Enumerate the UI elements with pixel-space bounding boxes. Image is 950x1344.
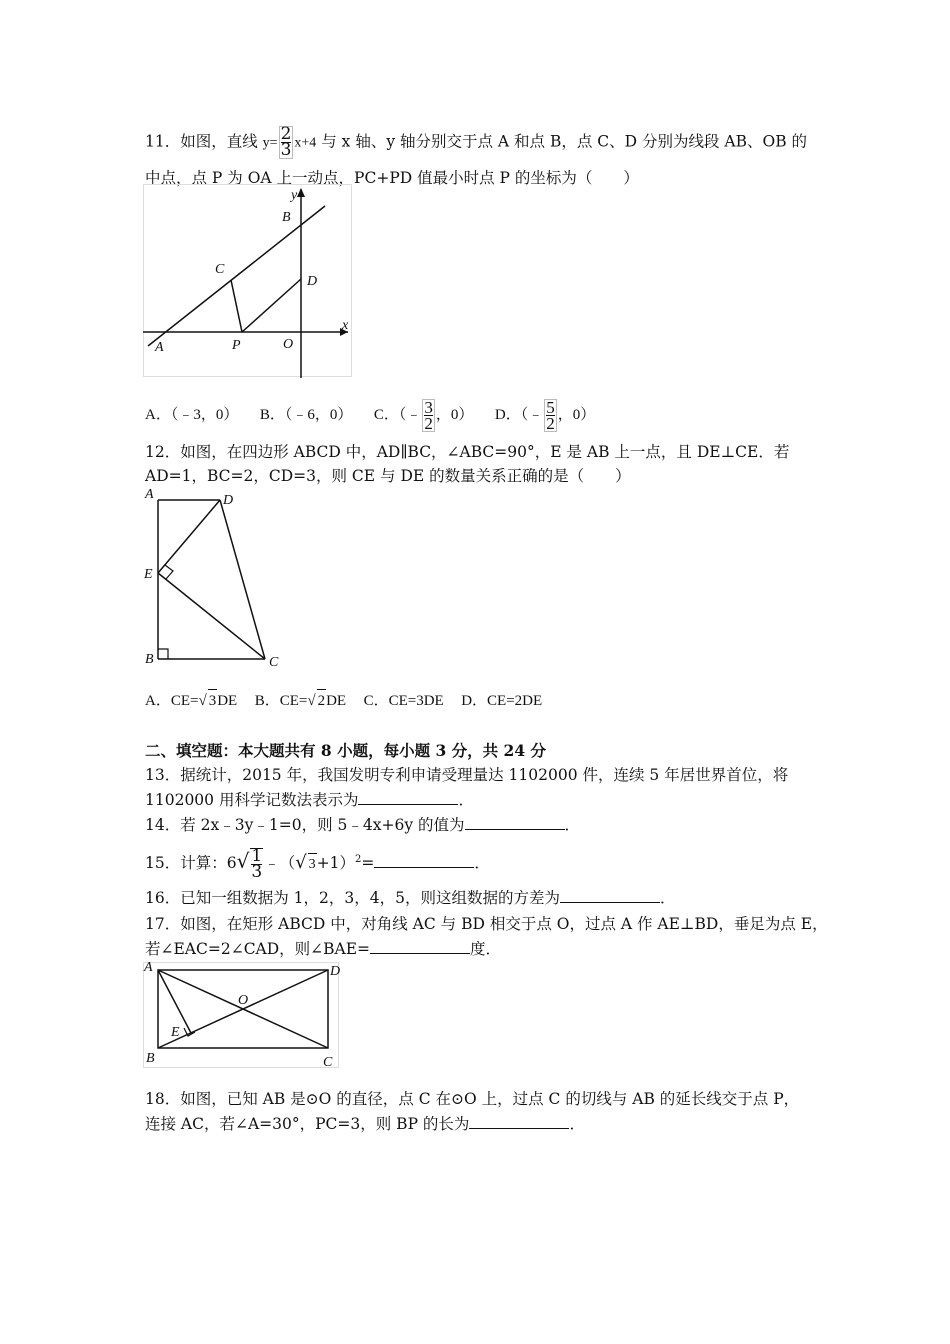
q17-label-D: D [330, 964, 341, 979]
q17-answer-blank [370, 939, 470, 954]
q17-figure [143, 958, 343, 1070]
q12-option-c: C．CE=3DE [363, 693, 444, 709]
q12-label-A: A [145, 487, 154, 502]
q11-label-C: C [215, 262, 225, 277]
q12-label-B: B [145, 652, 154, 667]
q12-options [145, 689, 542, 712]
q12-label-C: C [269, 655, 279, 670]
q11-option-d: D．（﹣ $\frac{5}{2}$ ，0） [494, 398, 596, 433]
q13-line2: 1102000 用科学记数法表示为 ． [145, 791, 474, 809]
q11-label-B: B [282, 210, 291, 225]
q14-answer-blank [465, 815, 565, 830]
q18-line1: 18．如图，已知 AB 是⊙O 的直径，点 C 在⊙O 上，过点 C 的切线与 AB 的延长线交于点 P， [145, 1090, 800, 1108]
q12-label-D: D [223, 493, 234, 508]
q11-label-P: P [232, 338, 241, 353]
q12-figure [143, 486, 288, 672]
q13-answer-blank [358, 790, 458, 805]
q17-label-E: E [171, 1025, 180, 1040]
q17-line1: 17．如图，在矩形 ABCD 中，对角线 AC 与 BD 相交于点 O，过点 A 作 AE⊥BD，垂足为点 E， [145, 915, 828, 933]
q18-line2: 连接 AC，若∠A=30°，PC=3，则 BP 的长为 ． [145, 1115, 585, 1133]
q11-label-y: y [291, 188, 298, 203]
q11-label-O: O [283, 337, 294, 352]
q13-line1: 13．据统计，2015 年，我国发明专利申请受理量达 1102000 件，连续 5 年居世界首位，将 [145, 766, 789, 784]
q11-option-c: C．（﹣ $\frac{3}{2}$ ，0） [373, 398, 474, 433]
q11-label-D: D [307, 274, 318, 289]
q16-answer-blank [560, 888, 660, 903]
q11-option-a: A．（﹣3，0） [145, 406, 239, 423]
q17-label-O: O [238, 993, 249, 1008]
q11-options [145, 399, 595, 432]
q18-answer-blank [469, 1114, 569, 1129]
q11-option-b: B．（﹣6，0） [259, 406, 353, 423]
q17-label-B: B [146, 1051, 155, 1066]
section-heading: 二、填空题：本大题共有 8 小题，每小题 3 分，共 24 分 [145, 741, 547, 760]
q12-label-E: E [144, 567, 153, 582]
q11-line2: 中点，点 P 为 OA 上一动点，PC+PD 值最小时点 P 的坐标为（ ） [145, 169, 639, 187]
q11-label-A: A [155, 340, 164, 355]
q12-line2: AD=1，BC=2，CD=3，则 CE 与 DE 的数量关系正确的是（ ） [145, 467, 631, 485]
q11-figure [143, 184, 358, 378]
q11-label-x: x [342, 318, 349, 333]
q12-line1: 12．如图，在四边形 ABCD 中，AD∥BC，∠ABC=90°，E 是 AB 上一点，且 DE⊥CE．若 [145, 443, 790, 461]
q16-line: 16．已知一组数据为 1，2，3，4，5，则这组数据的方差为 ． [145, 889, 676, 907]
q12-option-b: B．CE=√ 2DE [255, 693, 346, 709]
q14-line: 14．若 2x﹣3y﹣1=0，则 5﹣4x+6y 的值为 ． [145, 816, 581, 834]
q15-answer-blank [374, 853, 474, 868]
q17-label-C: C [323, 1055, 333, 1070]
q12-option-d: D．CE=2DE [461, 693, 543, 709]
q17-line2: 若∠EAC=2∠CAD，则∠BAE= 度． [145, 940, 502, 958]
q17-label-A: A [144, 960, 153, 975]
q11-line1: 11．如图，直线 y= $\frac{2}{3}$ x+4 与 x 轴、y 轴分别交于点 A 和点 B，点 C、D 分别为线段 AB、OB 的 [145, 124, 808, 160]
q15-line: 15．计算：6√ $\frac{1}{3}$ ﹣（√ 3+1）$^2$= ． [145, 846, 490, 882]
q12-option-a: A．CE=√ 3DE [145, 693, 237, 709]
q11-fraction: $\frac{2}{3}$ [280, 124, 292, 160]
